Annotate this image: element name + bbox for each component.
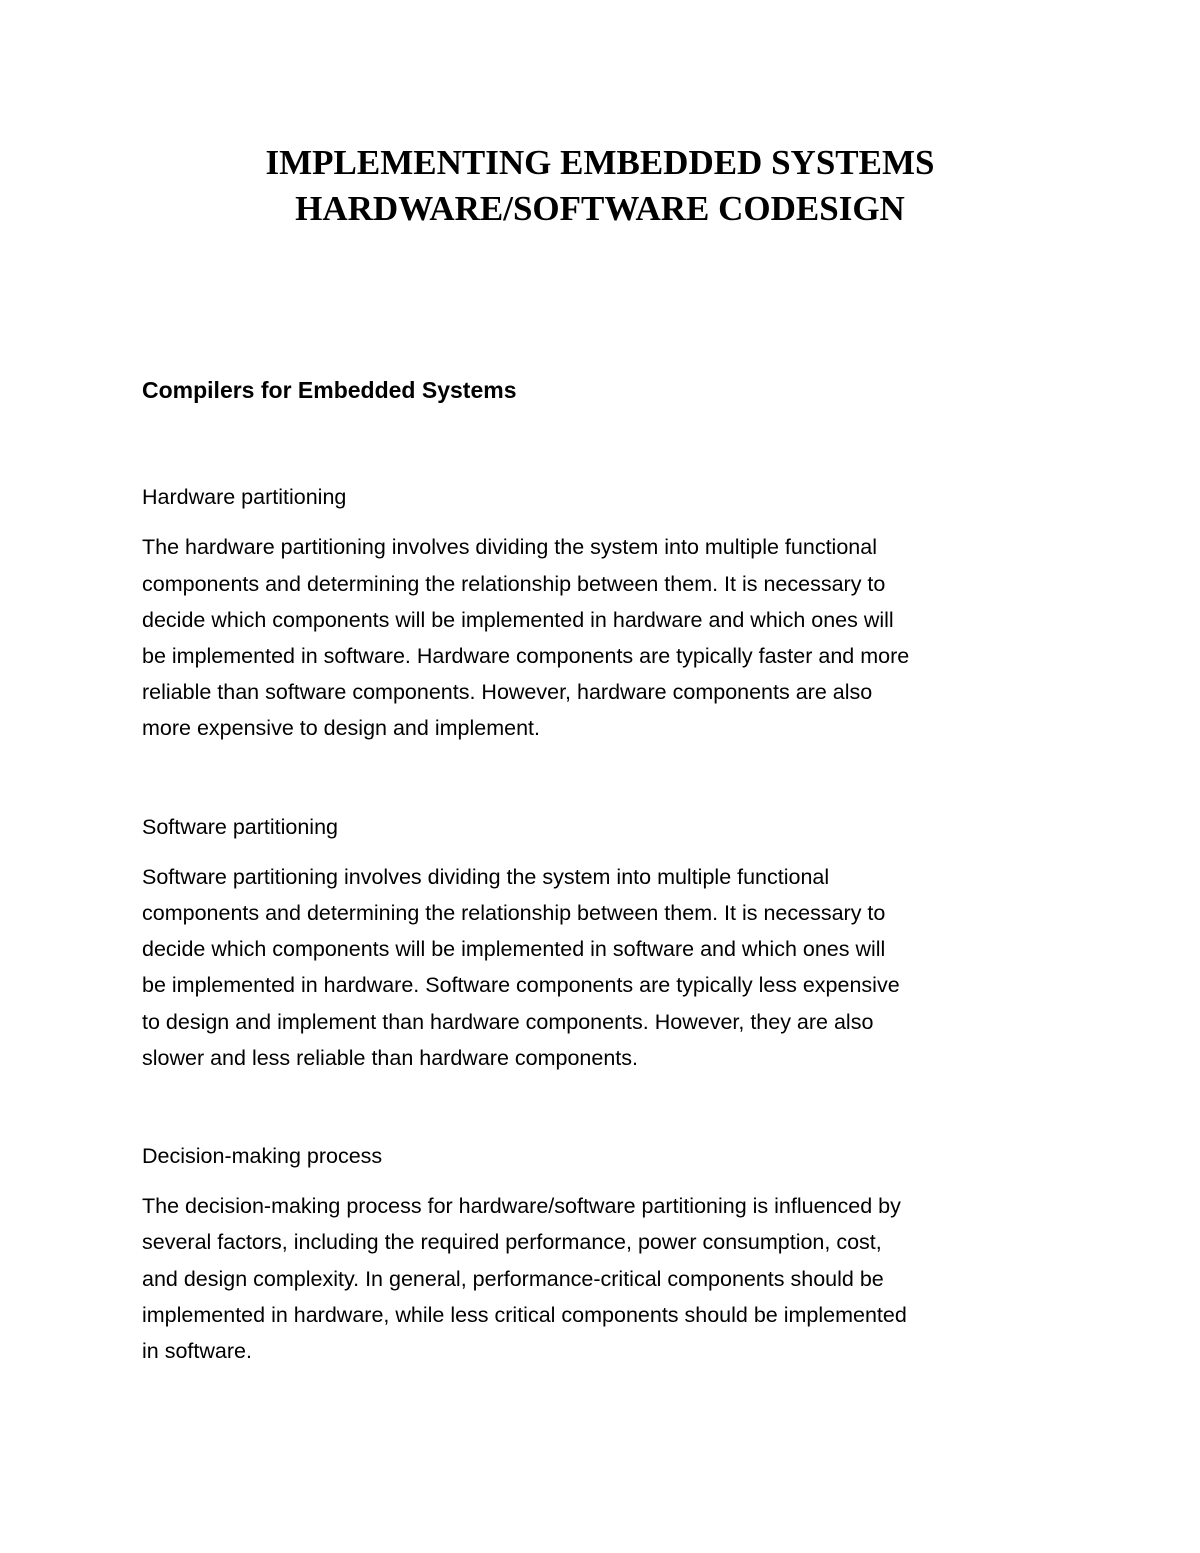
paragraph [142,529,1072,746]
paragraph-line: The decision-making process for hardware/software partitioning is influenced by [142,1194,901,1219]
document-title [0,140,1200,232]
paragraph [142,1188,1072,1369]
document-body [142,372,1072,1431]
paragraph-line: components and determining the relationship between them. It is necessary to [142,901,886,926]
paragraph-line: and design complexity. In general, performance-critical components should be [142,1266,884,1291]
paragraph-line: several factors, including the required performance, power consumption, cost, [142,1230,882,1255]
paragraph-line: slower and less reliable than hardware components. [142,1045,638,1070]
title-line-1: IMPLEMENTING EMBEDDED SYSTEMS [265,143,935,182]
paragraph-line: components and determining the relationship between them. It is necessary to [142,571,886,596]
paragraph-line: reliable than software components. However, hardware components are also [142,680,873,705]
paragraph-line: in software. [142,1339,252,1364]
sub-heading: Decision-making process [142,1144,383,1169]
title-line-2: HARDWARE/SOFTWARE CODESIGN [295,189,905,228]
paragraph [142,859,1072,1076]
paragraph-line: The hardware partitioning involves dividing the system into multiple functional [142,535,877,560]
section-decision-making-process [142,1138,1072,1369]
paragraph-line: implemented in hardware, while less critical components should be implemented [142,1302,907,1327]
paragraph-line: more expensive to design and implement. [142,716,540,741]
paragraph-line: Software partitioning involves dividing the system into multiple functional [142,864,830,889]
paragraph-line: be implemented in software. Hardware components are typically faster and more [142,644,910,669]
paragraph-line: to design and implement than hardware components. However, they are also [142,1009,874,1034]
sub-heading: Software partitioning [142,814,338,839]
section-title: Compilers for Embedded Systems [142,377,517,403]
paragraph-line: be implemented in hardware. Software components are typically less expensive [142,973,900,998]
section-hardware-partitioning [142,479,1072,746]
sub-heading: Hardware partitioning [142,485,347,510]
paragraph-line: decide which components will be implemented in hardware and which ones will [142,607,894,632]
section-software-partitioning [142,809,1072,1076]
paragraph-line: decide which components will be implemented in software and which ones will [142,937,886,962]
